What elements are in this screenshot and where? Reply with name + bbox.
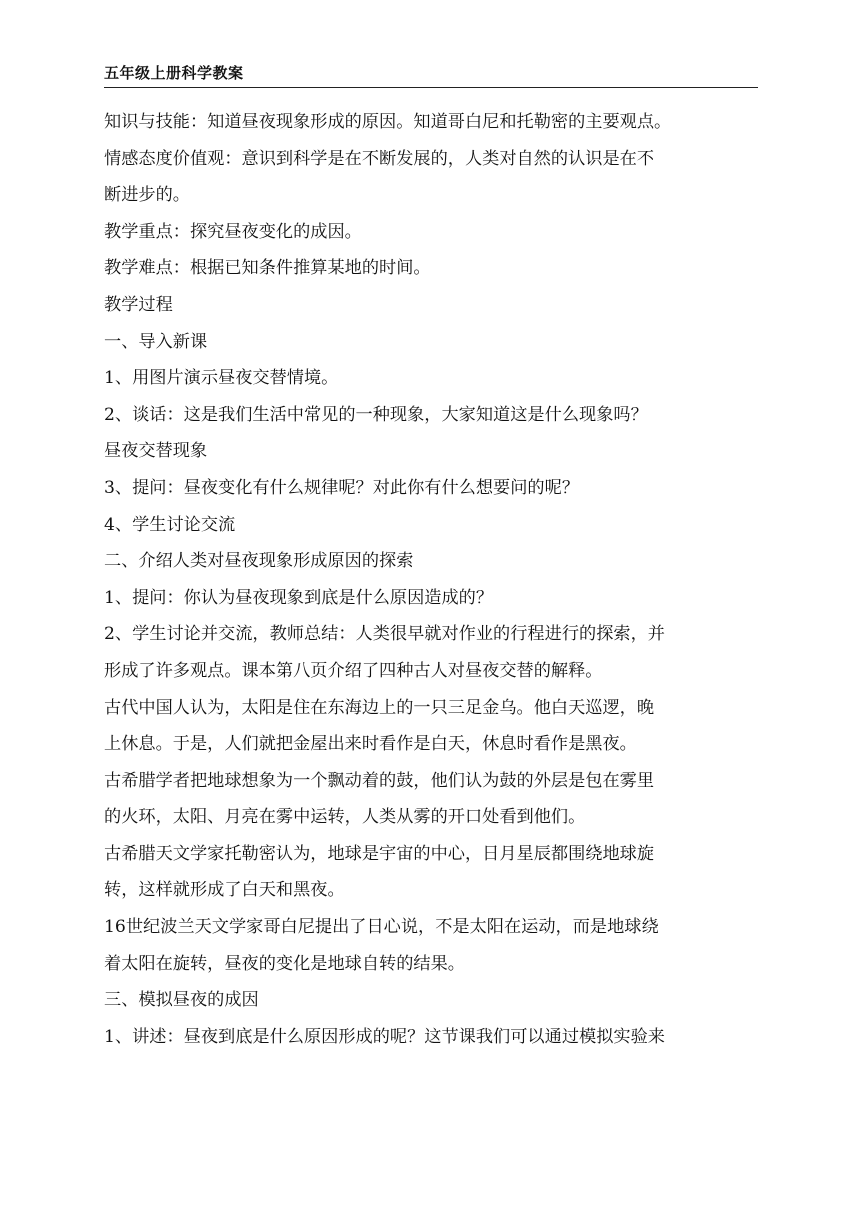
text-line: 的火环，太阳、月亮在雾中运转，人类从雾的开口处看到他们。 [104,807,586,828]
text-line: 4、学生讨论交流 [104,514,236,535]
text-line: 情感态度价值观：意识到科学是在不断发展的，人类对自然的认识是在不 [104,148,655,169]
text-line: 形成了许多观点。课本第八页介绍了四种古人对昼夜交替的解释。 [104,660,603,681]
section-heading: 三、模拟昼夜的成因 [104,990,259,1011]
text-line: 着太阳在旋转，昼夜的变化是地球自转的结果。 [104,953,465,974]
text-line: 1、讲述：昼夜到底是什么原因形成的呢？这节课我们可以通过模拟实验来 [104,1026,665,1047]
text-line: 古代中国人认为，太阳是住在东海边上的一只三足金乌。他白天巡逻，晚 [104,697,655,718]
section-heading: 教学过程 [104,294,173,315]
text-line: 2、谈话：这是我们生活中常见的一种现象，大家知道这是什么现象吗？ [104,404,648,425]
text-line: 古希腊学者把地球想象为一个飘动着的鼓，他们认为鼓的外层是包在雾里 [104,770,655,791]
text-line: 教学难点：根据已知条件推算某地的时间。 [104,258,431,279]
section-heading: 二、介绍人类对昼夜现象形成原因的探索 [104,551,414,572]
text-line: 2、学生讨论并交流，教师总结：人类很早就对作业的行程进行的探索，并 [104,624,665,645]
text-line: 1、用图片演示昼夜交替情境。 [104,368,339,389]
text-line: 知识与技能：知道昼夜现象形成的原因。知道哥白尼和托勒密的主要观点。 [104,112,672,132]
text-line: 16世纪波兰天文学家哥白尼提出了日心说，不是太阳在运动，而是地球绕 [104,917,659,938]
document-body [104,104,760,1055]
text-line: 3、提问：昼夜变化有什么规律呢？对此你有什么想要问的呢？ [104,477,580,498]
text-line: 上休息。于是，人们就把金屋出来时看作是白天，休息时看作是黑夜。 [104,734,637,755]
text-line: 转，这样就形成了白天和黑夜。 [104,880,345,901]
text-line: 古希腊天文学家托勒密认为，地球是宇宙的中心，日月星辰都围绕地球旋 [104,843,655,864]
page-header [104,61,758,88]
text-line: 教学重点：探究昼夜变化的成因。 [104,221,362,242]
text-line: 昼夜交替现象 [104,441,208,462]
text-line: 断进步的。 [104,185,190,206]
section-heading: 一、导入新课 [104,331,208,352]
header-title: 五年级上册科学教案 [104,64,244,82]
text-line: 1、提问：你认为昼夜现象到底是什么原因造成的？ [104,587,494,608]
